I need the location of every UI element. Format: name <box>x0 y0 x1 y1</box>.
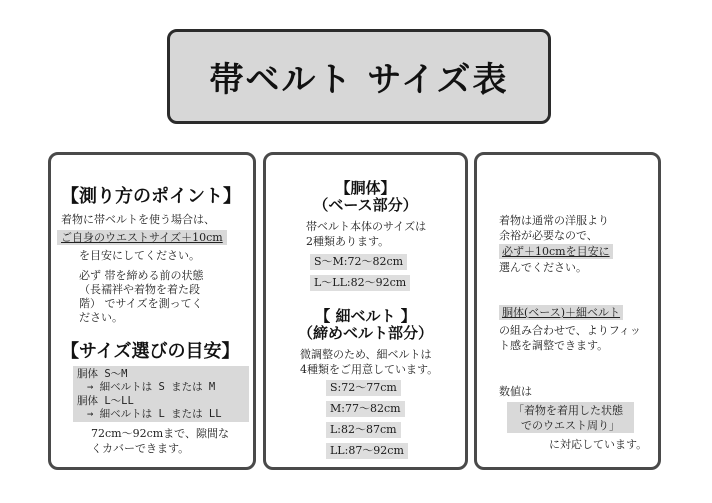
thin-belt-size-item: S:72～77cm <box>326 380 401 396</box>
plus-10cm-highlight: 必ず＋10cmを目安に <box>499 244 613 259</box>
measuring-note-line-3: 階） でサイズを測ってく <box>79 297 203 310</box>
base-and-thin-belt-card <box>263 152 468 470</box>
thin-belt-text-line-2: 4種類をご用意しています。 <box>300 363 439 376</box>
base-text-line-2: 2種類あります。 <box>306 235 390 248</box>
measuring-note-line-2: （長襦袢や着物を着た段 <box>79 283 200 296</box>
thin-belt-text-line-1: 微調整のため、細ベルトは <box>300 348 432 361</box>
base-size-list <box>310 254 410 291</box>
base-text-line-1: 帯ベルト本体のサイズは <box>306 220 427 233</box>
measuring-text-line-3: を目安にしてください。 <box>79 249 200 262</box>
combination-text-line-1: の組み合わせで、よりフィッ <box>499 324 641 337</box>
thin-belt-size-item: M:77～82cm <box>326 401 405 417</box>
thin-belt-size-item: L:82～87cm <box>326 422 401 438</box>
guide-line-2: → 細ベルトは S または M <box>87 381 216 393</box>
measuring-note-line-1: 必ず 帯を締める前の状態 <box>79 269 204 282</box>
base-heading: 【胴体】 <box>335 179 396 197</box>
advice-text-line-1: 着物は通常の洋服より <box>499 214 609 227</box>
size-guide-heading: 【サイズ選びの目安】 <box>61 341 240 362</box>
measuring-text-line-1: 着物に帯ベルトを使う場合は、 <box>61 213 215 226</box>
values-note-line-1: 数値は <box>499 385 532 398</box>
advice-text-line-4: 選んでください。 <box>499 261 587 274</box>
values-note-line-4: に対応しています。 <box>549 438 648 451</box>
measuring-heading: 【測り方のポイント】 <box>61 186 241 207</box>
thin-belt-heading: 【 細ベルト 】 <box>315 307 416 325</box>
combination-highlight: 胴体(ベース)＋細ベルト <box>499 305 623 320</box>
title-banner <box>167 29 551 124</box>
values-note-line-3: でのウエスト周り」 <box>521 419 620 432</box>
thin-belt-size-list <box>326 380 408 459</box>
thin-belt-size-item: LL:87～92cm <box>326 443 408 459</box>
advice-text-line-2: 余裕が必要なので、 <box>499 229 598 242</box>
guide-line-3: 胴体 L～LL <box>77 395 134 407</box>
page-title: 帯ベルト サイズ表 <box>209 60 509 100</box>
values-note-line-2: 「着物を着用した状態 <box>513 404 623 417</box>
measuring-note-line-4: ださい。 <box>79 311 123 324</box>
coverage-note-line-2: くカバーできます。 <box>91 442 190 455</box>
base-size-item: L～LL:82～92cm <box>310 275 410 291</box>
base-subheading: （ベース部分） <box>313 196 418 214</box>
measuring-card <box>48 152 256 470</box>
waist-plus-10cm-highlight: ご自身のウエストサイズ＋10cm <box>57 230 227 245</box>
coverage-note-line-1: 72cm～92cmまで、隙間な <box>91 427 229 440</box>
combination-text-line-2: ト感を調整できます。 <box>499 339 609 352</box>
guide-line-1: 胴体 S～M <box>77 368 128 380</box>
base-size-item: S～M:72～82cm <box>310 254 407 270</box>
advice-card <box>474 152 661 470</box>
guide-line-4: → 細ベルトは L または LL <box>87 408 222 420</box>
thin-belt-subheading: （締めベルト部分） <box>297 324 433 342</box>
